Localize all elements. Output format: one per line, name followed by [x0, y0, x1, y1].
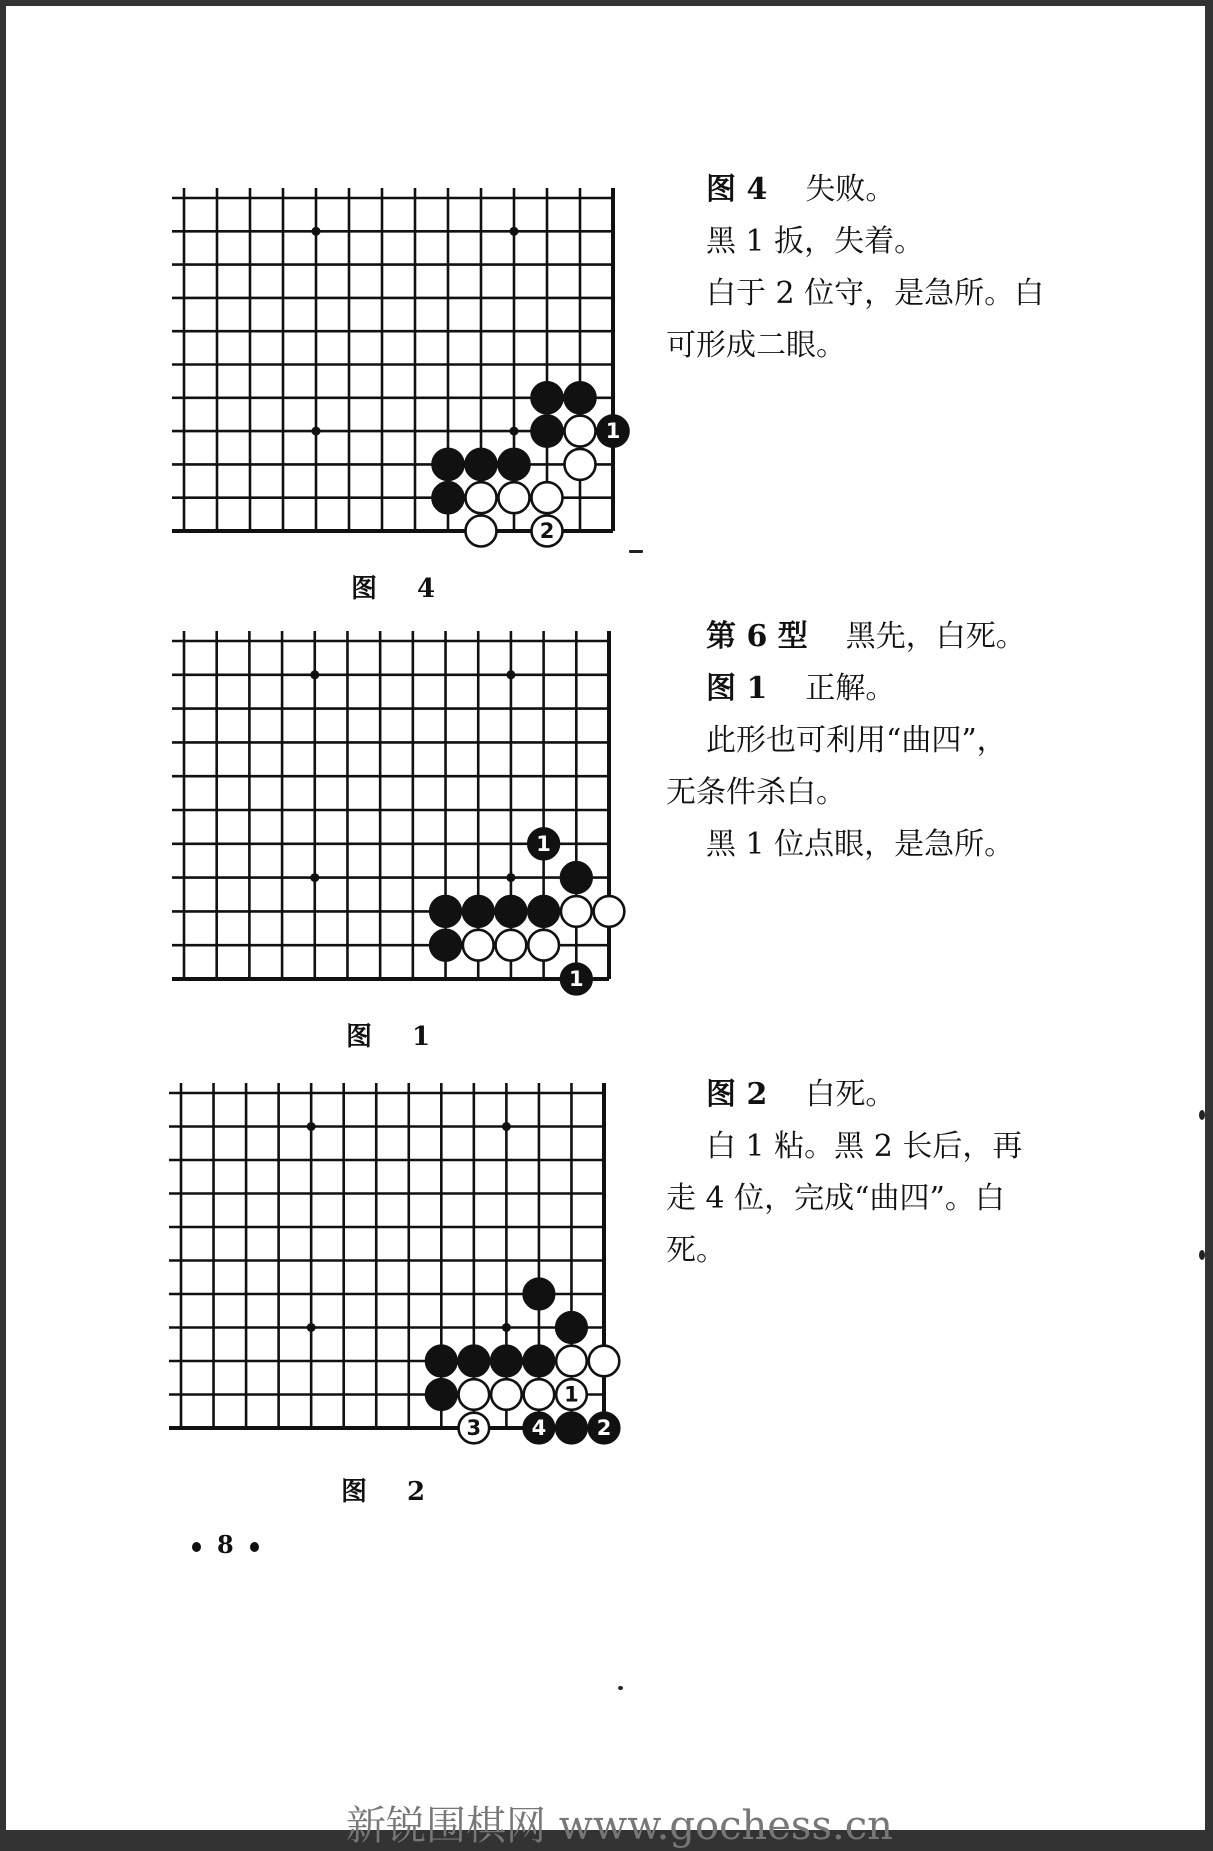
star-point — [307, 1323, 316, 1332]
black-stone — [498, 449, 529, 480]
move-number: 2 — [596, 1416, 612, 1440]
black-stone — [561, 964, 592, 995]
white-stone — [589, 1346, 620, 1377]
white-stone — [459, 1413, 490, 1444]
diagram-caption-4 — [351, 568, 435, 605]
black-stone — [556, 1413, 587, 1444]
black-stone — [561, 862, 592, 893]
move-number: 4 — [531, 1416, 547, 1440]
star-point — [307, 1122, 316, 1131]
black-stone — [556, 1312, 587, 1343]
black-stone — [528, 828, 559, 859]
white-stone — [498, 482, 529, 513]
scan-speck — [629, 550, 643, 553]
star-point — [502, 1323, 511, 1332]
figure-label: 图 2 — [706, 1077, 768, 1112]
problem-type-label: 第 6 型 — [706, 619, 808, 654]
black-stone — [430, 896, 461, 927]
white-stone — [465, 515, 496, 546]
black-stone — [426, 1346, 457, 1377]
heading-line — [666, 1069, 1086, 1121]
white-stone — [531, 515, 562, 546]
black-stone — [597, 416, 628, 447]
black-stone — [531, 382, 562, 413]
scan-speck — [1199, 1110, 1205, 1120]
black-stone — [432, 482, 463, 513]
white-stone — [528, 930, 559, 961]
star-point — [510, 227, 519, 236]
caption-number: 2 — [407, 1477, 426, 1507]
black-stone — [528, 896, 559, 927]
white-stone — [564, 416, 595, 447]
white-stone — [463, 930, 494, 961]
book-page — [6, 6, 1205, 1849]
figure-label: 图 4 — [706, 172, 768, 207]
bullet-dot — [192, 1542, 201, 1552]
black-stone — [524, 1413, 555, 1444]
white-stone — [531, 482, 562, 513]
text-line: 此形也可利用“曲四”， — [706, 723, 1007, 758]
white-stone — [556, 1346, 587, 1377]
star-point — [510, 427, 519, 436]
figure-verdict: 白死。 — [805, 1077, 896, 1112]
black-stone — [589, 1413, 620, 1444]
star-point — [310, 670, 319, 679]
move-number: 1 — [605, 419, 621, 444]
white-stone — [459, 1379, 490, 1410]
site-watermark: 新锐围棋网 www.gochess.cn — [346, 1803, 893, 1849]
scan-speck — [618, 1686, 623, 1690]
text-line: 死。 — [666, 1233, 726, 1268]
caption-label: 图 — [346, 1022, 373, 1052]
commentary-problem-6 — [666, 611, 1086, 871]
star-point — [506, 873, 515, 882]
problem-heading — [666, 611, 1086, 663]
white-stone — [594, 896, 625, 927]
black-stone — [496, 896, 527, 927]
figure-verdict: 正解。 — [805, 671, 896, 706]
page-number-text: 8 — [217, 1530, 234, 1559]
white-stone — [556, 1379, 587, 1410]
star-point — [312, 227, 321, 236]
move-number: 2 — [539, 519, 555, 543]
bullet-dot — [250, 1542, 259, 1552]
white-stone — [524, 1379, 555, 1410]
text-line: 走 4 位，完成“曲四”。白 — [666, 1181, 1005, 1216]
caption-label: 图 — [341, 1477, 368, 1507]
black-stone — [430, 930, 461, 961]
figure-label: 图 1 — [706, 671, 768, 706]
black-stone — [432, 449, 463, 480]
white-stone — [564, 449, 595, 480]
go-diagram-2 — [169, 1083, 619, 1443]
problem-statement: 黑先，白死。 — [845, 619, 1026, 654]
heading-line — [666, 663, 1086, 715]
diagram-caption-1 — [346, 1016, 430, 1053]
caption-label: 图 — [351, 574, 378, 604]
go-diagram-1 — [172, 631, 624, 994]
heading-line — [666, 164, 1086, 216]
text-line: 白 1 粘。黑 2 长后，再 — [706, 1129, 1023, 1164]
page-number — [176, 1530, 275, 1559]
star-point — [506, 670, 515, 679]
move-number: 1 — [564, 1382, 579, 1407]
move-number: 3 — [466, 1416, 482, 1440]
diagram-caption-2 — [341, 1471, 425, 1508]
text-line: 黑 1 位点眼，是急所。 — [706, 827, 1015, 862]
black-stone — [426, 1379, 457, 1410]
text-line: 黑 1 扳，失着。 — [706, 224, 925, 259]
black-stone — [459, 1346, 490, 1377]
scan-speck — [1199, 1250, 1205, 1260]
white-stone — [561, 896, 592, 927]
black-stone — [564, 382, 595, 413]
white-stone — [496, 930, 527, 961]
commentary-diagram-4 — [666, 164, 1086, 372]
caption-number: 1 — [412, 1022, 431, 1052]
move-number: 1 — [536, 831, 551, 856]
black-stone — [463, 896, 494, 927]
text-line: 无条件杀白。 — [666, 775, 846, 810]
text-line: 可形成二眼。 — [666, 328, 846, 363]
figure-verdict: 失败。 — [805, 172, 896, 207]
white-stone — [491, 1379, 522, 1410]
text-line: 白于 2 位守，是急所。白 — [706, 276, 1045, 311]
white-stone — [465, 482, 496, 513]
black-stone — [531, 416, 562, 447]
black-stone — [465, 449, 496, 480]
black-stone — [491, 1346, 522, 1377]
move-number: 1 — [568, 967, 584, 991]
star-point — [502, 1122, 511, 1131]
commentary-diagram-2 — [666, 1069, 1086, 1277]
caption-number: 4 — [417, 574, 436, 604]
go-diagram-4 — [172, 188, 629, 547]
black-stone — [524, 1279, 555, 1310]
black-stone — [524, 1346, 555, 1377]
star-point — [312, 427, 321, 436]
star-point — [310, 873, 319, 882]
